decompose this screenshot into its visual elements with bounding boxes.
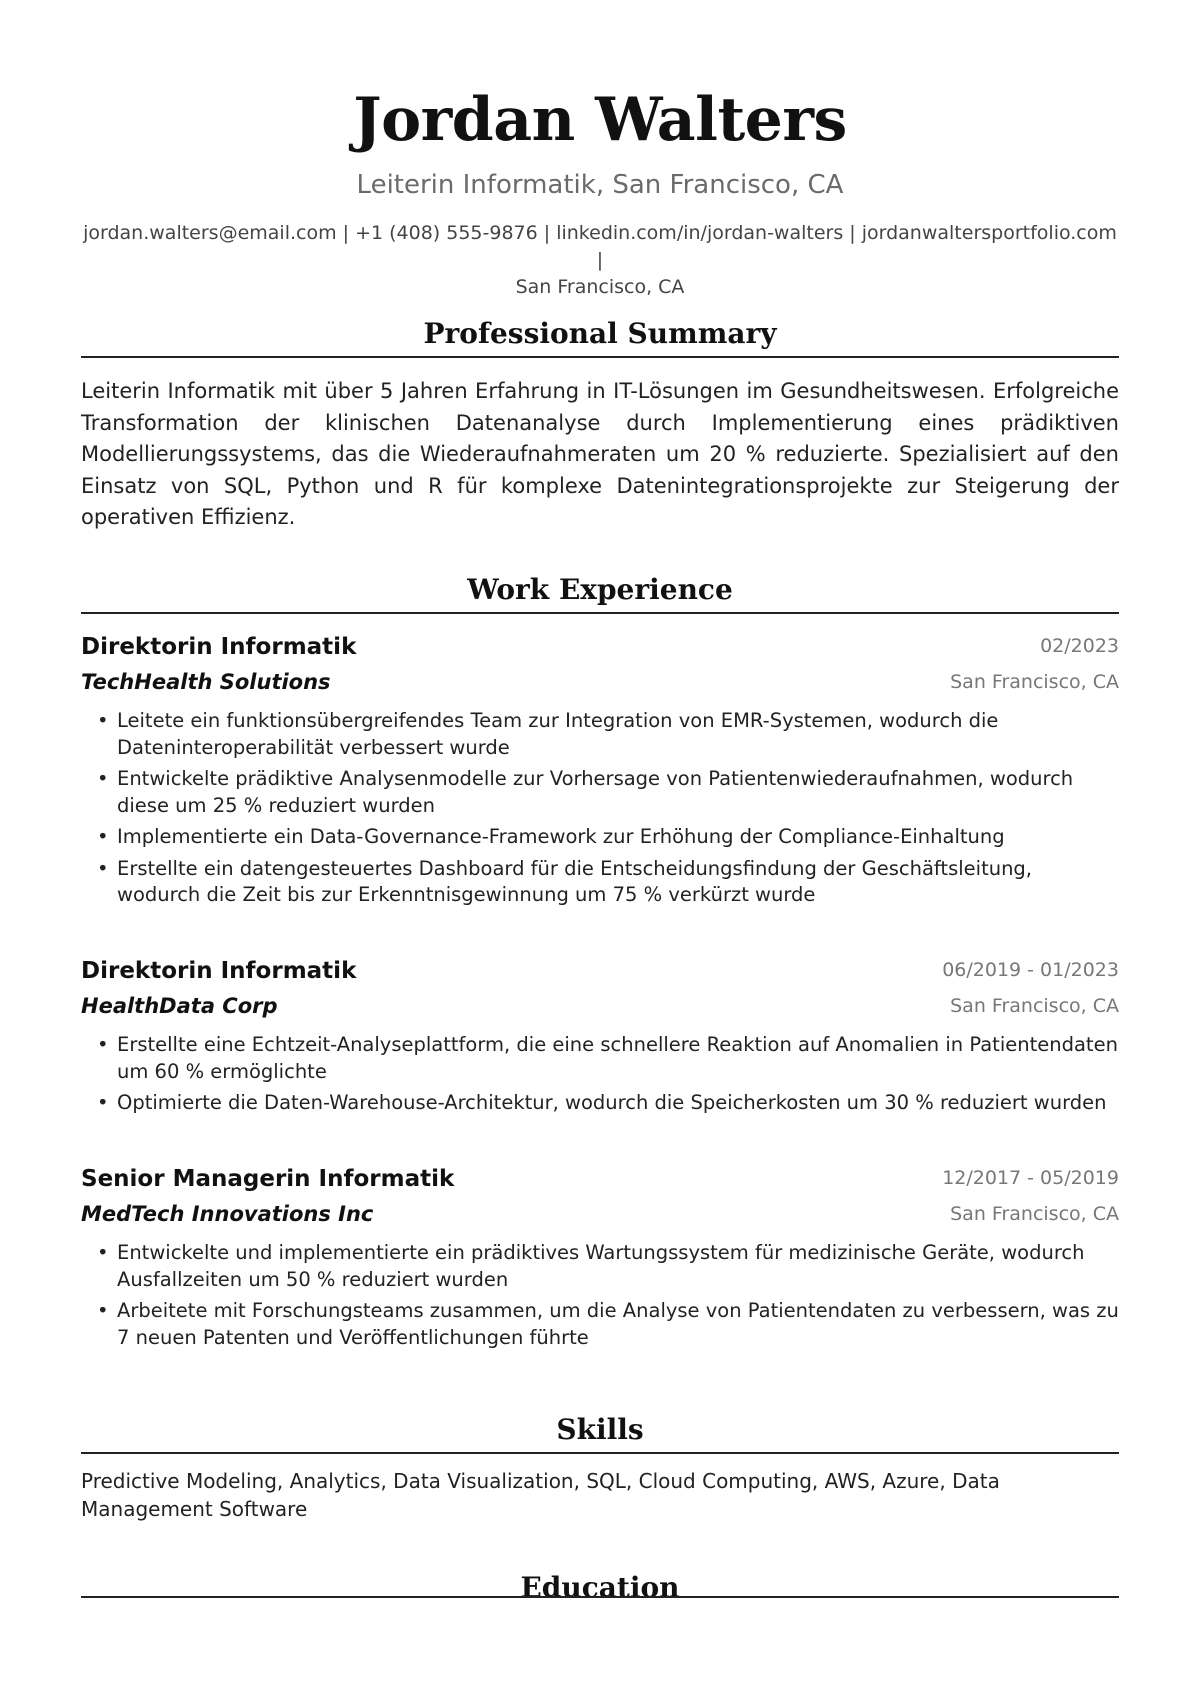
summary-section-divider [81,356,1119,358]
job-entry [81,1162,1119,1356]
job-company-row [81,666,1119,702]
job-entry [81,630,1119,914]
job-company: TechHealth Solutions [81,670,331,694]
job-date: 06/2019 - 01/2023 [942,959,1119,981]
job-company: MedTech Innovations Inc [81,1202,374,1226]
job-entry [81,954,1119,1122]
skills-section-title: Skills [556,1413,644,1446]
job-header-row [81,630,1119,666]
job-bullet: • Entwickelte prädiktive Analysenmodelle zur Vorhersage von Patientenwiederaufnahmen, wodurch diese um 25 % reduziert wurden [97,767,1074,817]
job-location: San Francisco, CA [950,671,1119,693]
experience-section-divider [81,612,1119,614]
job-header-row [81,954,1119,990]
job-bullet: • Erstellte ein datengesteuertes Dashboard für die Entscheidungsfindung der Geschäftsleitung, wodurch die Zeit bis zur Erkenntnisgewinnung um 75 % verkürzt wurde [97,856,1033,906]
job-date: 02/2023 [1040,635,1119,657]
job-bullet: • Erstellte eine Echtzeit-Analyseplattform, die eine schnellere Reaktion auf Anomalien in Patientendaten um 60 % ermöglichte [97,1033,1118,1083]
skills-list: Predictive Modeling, Analytics, Data Visualization, SQL, Cloud Computing, AWS, Azure, Data Management Software [81,1469,1000,1521]
summary-section-title: Professional Summary [423,317,777,350]
job-title: Direktorin Informatik [81,958,357,984]
job-bullet: • Optimierte die Daten-Warehouse-Architektur, wodurch die Speicherkosten um 30 % reduziert wurden [97,1091,1107,1114]
job-bullets [81,1240,1119,1351]
skills-section-divider [81,1452,1119,1454]
contact-line-1: jordan.walters@email.com | +1 (408) 555-9876 | linkedin.com/in/jordan-walters | jordanwaltersportfolio.com | [83,222,1117,271]
job-location: San Francisco, CA [950,995,1119,1017]
job-date: 12/2017 - 05/2019 [942,1167,1119,1189]
job-bullet: • Entwickelte und implementierte ein prädiktives Wartungssystem für medizinische Geräte, wodurch Ausfallzeiten um 50 % reduziert wurden [97,1241,1085,1291]
candidate-subtitle: Leiterin Informatik, San Francisco, CA [356,170,844,200]
candidate-name: Jordan Walters [353,85,847,155]
job-bullets [81,708,1119,909]
job-company: HealthData Corp [81,994,278,1018]
contact-line-2: San Francisco, CA [515,276,685,298]
job-title: Direktorin Informatik [81,634,357,660]
experience-section-title: Work Experience [467,573,733,606]
job-location: San Francisco, CA [950,1203,1119,1225]
education-section-divider [81,1596,1119,1598]
job-bullet: • Leitete ein funktionsübergreifendes Team zur Integration von EMR-Systemen, wodurch die Dateninteroperabilität verbessert wurde [97,709,999,759]
summary-text: Leiterin Informatik mit über 5 Jahren Erfahrung in IT-Lösungen im Gesundheitswesen. Erfolgreiche Transformation der klinischen Datenanalyse durch Implementierung eines prädiktiven Modellierungssystems, das die Wiederaufnahmeraten um 20 % reduzierte. Spezialisiert auf den Einsatz von SQL, Python und R für komplexe Datenintegrationsprojekte zur Steigerung der operativen Effizienz. [81,379,1119,529]
contact-info [81,220,1119,301]
job-bullet: • Arbeitete mit Forschungsteams zusammen, um die Analyse von Patientendaten zu verbessern, was zu 7 neuen Patenten und Veröffentlichungen führte [97,1299,1119,1349]
job-bullet: • Implementierte ein Data-Governance-Framework zur Erhöhung der Compliance-Einhaltung [97,825,1005,848]
job-header-row [81,1162,1119,1198]
job-company-row [81,990,1119,1026]
job-company-row [81,1198,1119,1234]
job-title: Senior Managerin Informatik [81,1166,455,1192]
education-section-title: Education [520,1571,680,1604]
job-bullets [81,1032,1119,1117]
